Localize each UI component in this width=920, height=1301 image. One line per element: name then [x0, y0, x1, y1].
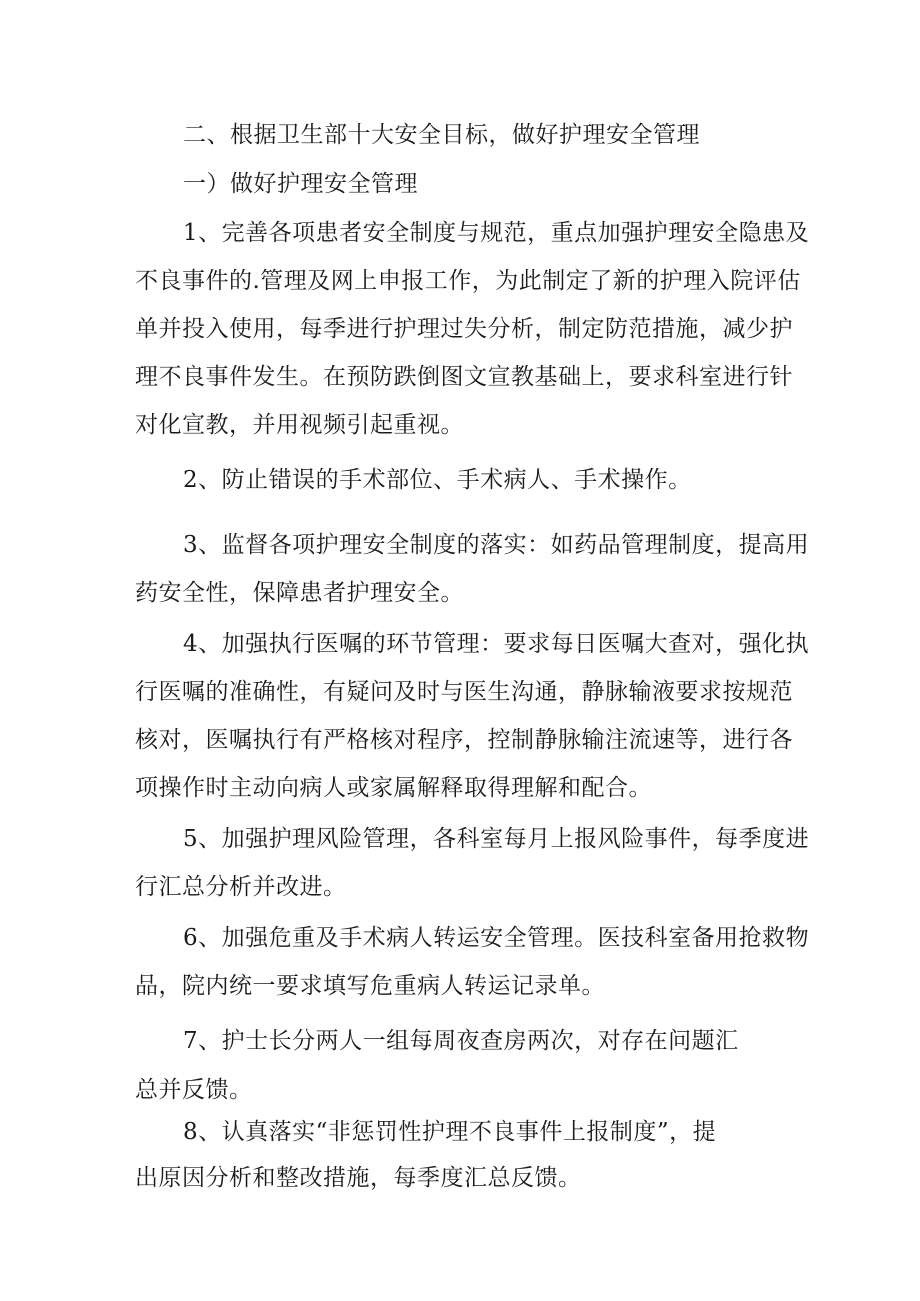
item-6-line-1: 6、加强危重及手术病人转运安全管理。医技科室备用抢救物 — [183, 925, 810, 951]
item-5-line-2: 行汇总分析并改进。 — [135, 874, 347, 900]
item-3-line-1: 3、监督各项护理安全制度的落实：如药品管理制度，提高用 — [183, 532, 810, 558]
item-8-line-1: 8、认真落实“非惩罚性护理不良事件上报制度”，提 — [183, 1119, 717, 1145]
item-6-line-2: 品，院内统一要求填写危重病人转运记录单。 — [135, 973, 605, 999]
item-4-line-3: 核对，医嘱执行有严格核对程序，控制静脉输注流速等，进行各 — [135, 727, 793, 753]
item-1-line-5: 对化宣教，并用视频引起重视。 — [135, 412, 464, 438]
item-2-line-1: 2、防止错误的手术部位、手术病人、手术操作。 — [183, 467, 692, 493]
item-7-line-2: 总并反馈。 — [135, 1077, 253, 1103]
item-1-line-3: 单并投入使用，每季进行护理过失分析，制定防范措施，减少护 — [135, 316, 793, 342]
item-3-line-2: 药安全性，保障患者护理安全。 — [135, 580, 464, 606]
item-4-line-1: 4、加强执行医嘱的环节管理：要求每日医嘱大查对，强化执 — [183, 631, 810, 657]
item-8-line-2: 出原因分析和整改措施，每季度汇总反馈。 — [135, 1165, 582, 1191]
item-1-line-2: 不良事件的.管理及网上申报工作，为此制定了新的护理入院评估 — [135, 268, 801, 294]
section-heading: 二、根据卫生部十大安全目标，做好护理安全管理 — [183, 122, 700, 148]
item-7-line-1: 7、护士长分两人一组每周夜查房两次，对存在问题汇 — [183, 1028, 739, 1054]
item-5-line-1: 5、加强护理风险管理，各科室每月上报风险事件，每季度进 — [183, 826, 810, 852]
subsection-heading: 一）做好护理安全管理 — [183, 171, 418, 197]
item-1-line-1: 1、完善各项患者安全制度与规范，重点加强护理安全隐患及 — [183, 220, 810, 246]
item-4-line-2: 行医嘱的准确性，有疑问及时与医生沟通，静脉输液要求按规范 — [135, 679, 793, 705]
item-4-line-4: 项操作时主动向病人或家属解释取得理解和配合。 — [135, 775, 652, 801]
item-1-line-4: 理不良事件发生。在预防跌倒图文宣教基础上，要求科室进行针 — [135, 364, 793, 390]
